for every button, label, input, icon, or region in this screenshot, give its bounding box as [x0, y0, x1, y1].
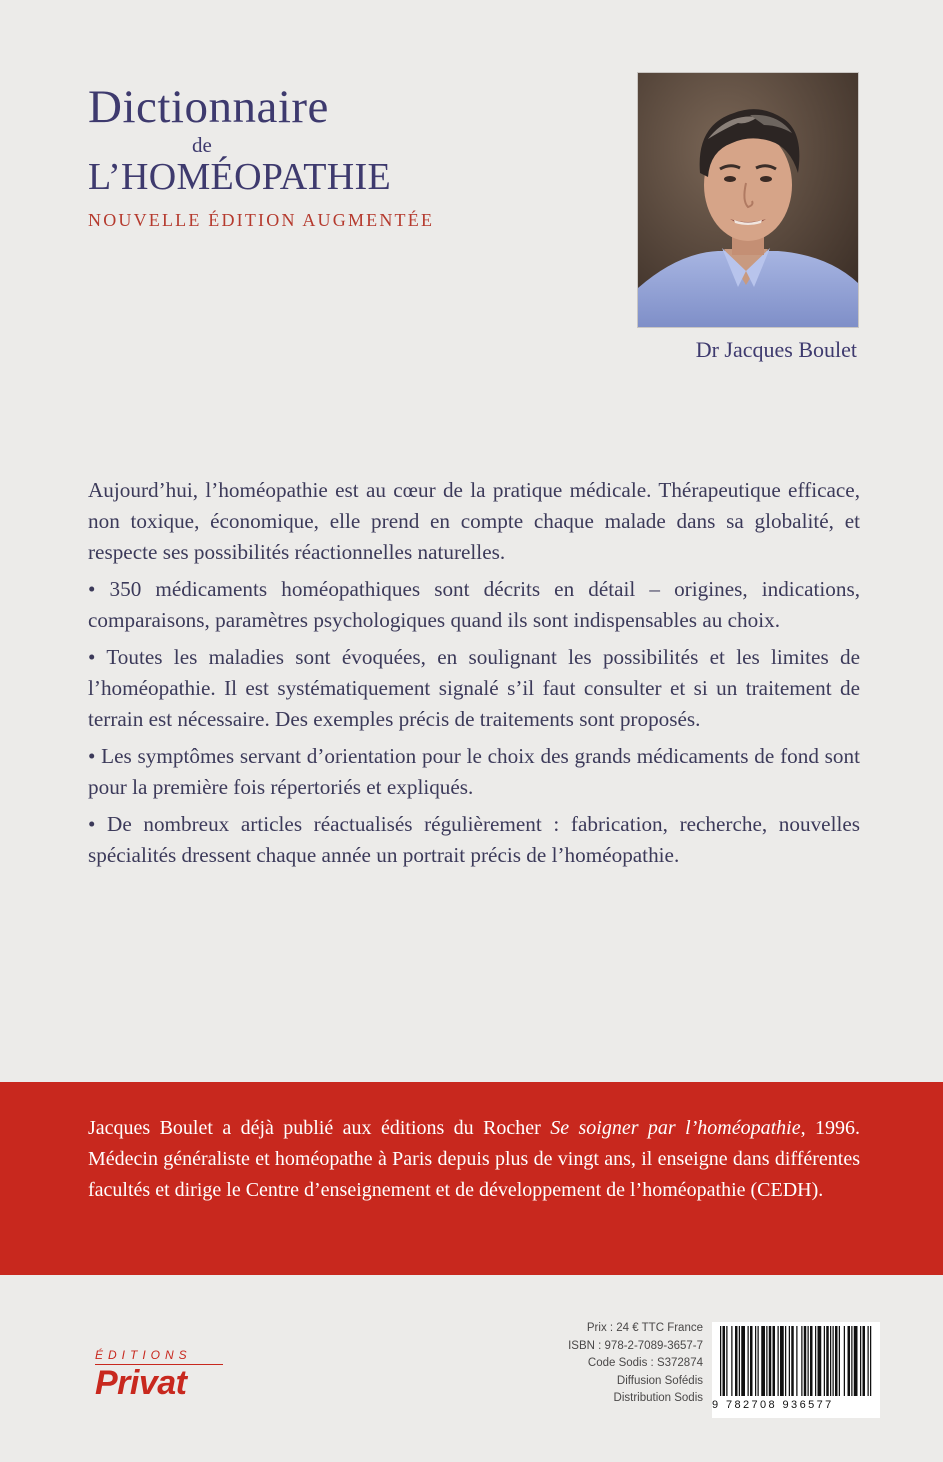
book-description — [88, 475, 860, 877]
retail-info — [520, 1320, 703, 1408]
book-title-main: Dictionnaire — [88, 81, 329, 133]
description-bullet: • 350 médicaments homéopathiques sont décrits en détail – origines, indications, comparaisons, paramètres psychologiques quand ils sont indispensables au choix. — [88, 577, 860, 632]
bio-text-end: , 1996. Médecin généraliste et homéopathe à Paris depuis plus de vingt ans, il enseigne dans différentes facultés et dirige le Centre d’enseignement et de développement de l’homéopathie (CEDH). — [88, 1117, 861, 1201]
barcode-digits: 9 782708 936577 — [712, 1399, 834, 1411]
description-bullet: • De nombreux articles réactualisés régulièrement : fabrication, recherche, nouvelles spécialités dressent chaque année un portrait précis de l’homéopathie. — [88, 812, 860, 867]
edition-label: NOUVELLE ÉDITION AUGMENTÉE — [88, 210, 435, 230]
isbn-barcode — [712, 1322, 880, 1418]
distribution-text: Distribution Sodis — [613, 1392, 703, 1405]
cover-title-block — [88, 81, 558, 231]
barcode-bars — [712, 1322, 880, 1400]
author-bio — [88, 1113, 860, 1206]
diffusion-text: Diffusion Sofédis — [616, 1374, 703, 1387]
bio-text-start: Jacques Boulet a déjà publié aux éditions du Rocher — [88, 1117, 551, 1139]
publisher-label: ÉDITIONS — [95, 1348, 223, 1365]
author-name: Dr Jacques Boulet — [695, 337, 857, 362]
isbn-text: ISBN : 978-2-7089-3657-7 — [568, 1339, 703, 1352]
bio-book-title: Se soigner par l’homéopathie — [550, 1117, 801, 1139]
book-title-connector: de — [192, 133, 212, 157]
sodis-code-text: Code Sodis : S372874 — [587, 1357, 703, 1370]
author-portrait — [637, 72, 859, 328]
description-bullet: • Les symptômes servant d’orientation pour le choix des grands médicaments de fond sont pour la première fois répertoriés et expliqués. — [88, 744, 860, 799]
publisher-name: Privat — [95, 1364, 187, 1402]
publisher-logo — [95, 1348, 223, 1400]
description-paragraph: Aujourd’hui, l’homéopathie est au cœur de la pratique médicale. Thérapeutique efficace, non toxique, économique, elle prend en compte chaque malade dans sa globalité, et respecte ses possibilités réactionnelles naturelles. — [88, 478, 860, 564]
description-bullet: • Toutes les maladies sont évoquées, en soulignant les possibilités et les limites de l’homéopathie. Il est systématiquement signalé s’il faut consulter et si un traitement de terrain est nécessaire. Des exemples précis de traitements sont proposés. — [88, 645, 860, 731]
book-title-subject: L’HOMÉOPATHIE — [88, 156, 392, 198]
price-text: Prix : 24 € TTC France — [586, 1322, 703, 1334]
